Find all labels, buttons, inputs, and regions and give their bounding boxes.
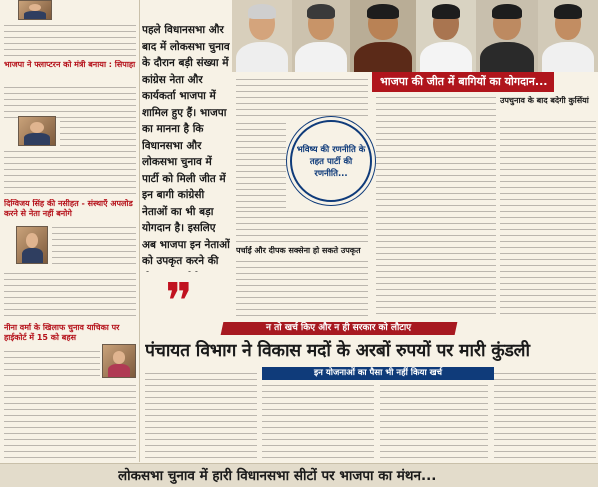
article-text [4, 84, 136, 120]
article-text [494, 370, 596, 462]
article-text [262, 382, 374, 462]
politician-photo-strip [232, 0, 598, 72]
subhead-middle: पर्चाईं और दीपक सक्सेना हो सकते उपकृत [236, 246, 361, 255]
article-text [4, 382, 136, 460]
bottom-headline: लोकसभा चुनाव में हारी विधानसभा सीटों पर भाजपा का मंथन... [118, 468, 437, 484]
portrait-photo [476, 0, 538, 72]
portrait-photo [232, 0, 292, 72]
article-text [52, 224, 136, 268]
portrait-photo [292, 0, 350, 72]
left-headline-2: दिग्विजय सिंह की नसीहत - संस्थाएँ अपलोड करने से नेता नहीं बनोगे [4, 199, 133, 218]
portrait-photo [416, 0, 476, 72]
main-headline: पंचायत विभाग ने विकास मदों के अरबों रुपयों पर मारी कुंडली [145, 341, 530, 361]
article-text [236, 76, 368, 120]
article-text [4, 22, 136, 58]
article-text [4, 348, 100, 378]
portrait-photo [350, 0, 416, 72]
kicker-strap [221, 322, 458, 335]
quote-mark-icon: ❞ [165, 282, 193, 322]
politician-photo [18, 116, 56, 146]
info-badge: भविष्य की रणनीति के तहत पार्टी की रणनीति... [290, 120, 372, 202]
article-text [4, 270, 136, 320]
reporter-photo [18, 0, 52, 20]
info-bar: इन योजनाओं का पैसा भी नहीं किया खर्च [262, 367, 494, 380]
kicker-text: न तो खर्च किए और न ही सरकार को लौटाए [266, 323, 412, 333]
left-news-column [0, 0, 140, 462]
article-text [60, 118, 136, 146]
section-banner: भाजपा की जीत में बागियों का योगदान... [372, 72, 554, 92]
article-text [145, 370, 257, 462]
subhead-right: उपचुनाव के बाद बदेगी कुर्सियां [500, 96, 589, 105]
politician-photo [102, 344, 136, 378]
article-text [236, 208, 368, 244]
article-text [376, 94, 496, 318]
bottom-headline-bar [0, 463, 598, 487]
pull-quote: पहले विधानसभा और बाद में लोकसभा चुनाव के दौरान बड़ी संख्या में कांग्रेस नेता और कार्यकर्ता भाजपा में शामिल हुए हैं। भाजपा का मानना है कि विधानसभा और लोकसभा चुनाव में पार्टी को मिली जीत में इन बागी कांग्रेसी नेताओं का भी बड़ा योगदान है। इसलिए अब भाजपा इन नेताओं को उपकृत करने की [142, 24, 230, 267]
article-text [236, 120, 286, 210]
left-headline-1: भाजपा ने फ्लाप्टरन को मंत्री बनाया : सिपाहा [4, 60, 136, 69]
portrait-photo [538, 0, 598, 72]
politician-photo [16, 226, 48, 264]
article-text [500, 118, 596, 318]
article-text [380, 382, 488, 462]
left-headline-3: नीना वर्मा के खिलाफ चुनाव याचिका पर हाईकोर्ट में 15 को बहस [4, 323, 120, 342]
article-text [4, 148, 136, 196]
article-text [236, 258, 368, 318]
